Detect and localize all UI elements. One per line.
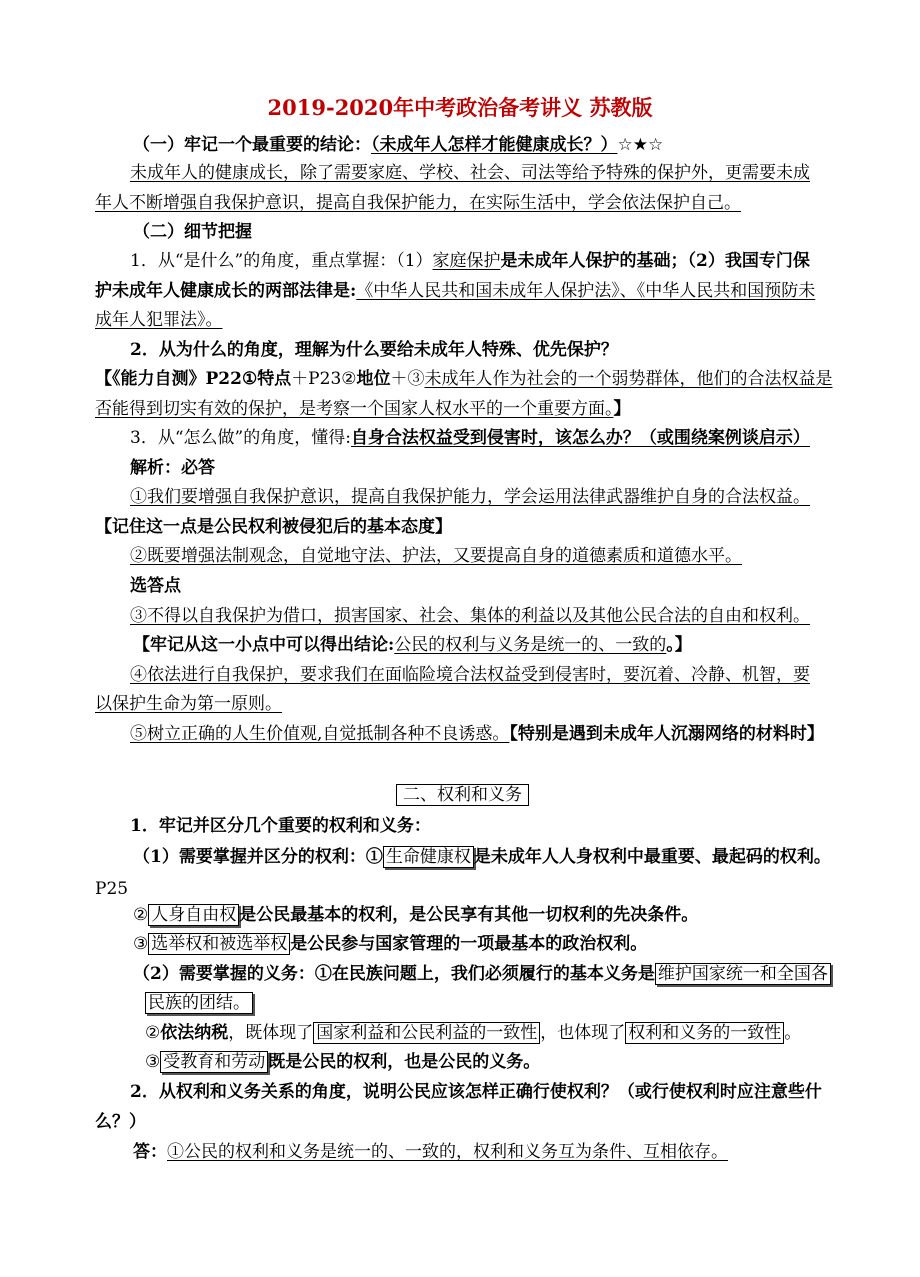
duties-line-3: ③ 受教育和劳动 既是公民的权利，也是公民的义务。 xyxy=(145,1052,541,1072)
point-1-line-3: 成年人犯罪法》。 xyxy=(95,310,223,330)
rights-line-1: （1）需要掌握并区分的权利：① 生命健康权 是未成年人人身权利中最重要、最起码的权利。 xyxy=(133,847,831,867)
conclusion-body-line-2: 年人不断增强自我保护意识，提高自我保护能力，在实际生活中，学会依法保护自己。 xyxy=(95,193,741,213)
answer-1: ①我们要增强自我保护意识，提高自我保护能力，学会运用法律武器维护自身的合法权益。 xyxy=(130,487,810,507)
answer-line: 答：①公民的权利和义务是统一的、一致的，权利和义务互为条件、互相依存。 xyxy=(133,1142,728,1162)
point-2-line-1: 【《能力自测》P22①特点＋P23②地位＋③未成年人作为社会的一个弱势群体，他们的合法权益是 xyxy=(95,369,833,389)
rights-duties-intro: 1．牢记并区分几个重要的权利和义务： xyxy=(130,816,431,836)
answer-1-note: 【记住这一点是公民权利被侵犯后的基本态度】 xyxy=(95,517,452,537)
point-1-line-1: 1．从“是什么”的角度，重点掌握：（1）家庭保护是未成年人保护的基础；（2）我国专门保 xyxy=(130,251,810,271)
point-3-question: 3．从“怎么做”的角度，懂得:自身合法权益受到侵害时，该怎么办？（或围绕案例谈启示） xyxy=(130,428,810,448)
conclusion-body-line-1: 未成年人的健康成长，除了需要家庭、学校、社会、司法等给予特殊的保护外，更需要未成 xyxy=(130,163,810,183)
question-2-line-1: 2．从权利和义务关系的角度，说明公民应该怎样正确行使权利？（或行使权利时应注意些什 xyxy=(130,1082,822,1102)
answer-4-line-1: ④依法进行自我保护，要求我们在面临险境合法权益受到侵害时，要沉着、冷静、机智，要 xyxy=(130,665,810,685)
rights-line-2: ② 人身自由权 是公民最基本的权利，是公民享有其他一切权利的先决条件。 xyxy=(133,905,699,925)
point-2-line-2: 否能得到切实有效的保护，是考察一个国家人权水平的一个重要方面。】 xyxy=(95,399,631,419)
answer-4-line-2: 以保护生命为第一原则。 xyxy=(95,694,282,714)
duties-line-1-cont: 民族的团结。 xyxy=(145,991,253,1015)
answer-3: ③不得以自我保护为借口，损害国家、社会、集体的利益以及其他公民合法的自由和权利。 xyxy=(130,606,810,626)
duties-line-1: （2）需要掌握的义务：①在民族问题上，我们必须履行的基本义务是 维护国家统一和全国各 xyxy=(133,962,831,986)
page-reference: P25 xyxy=(95,879,129,899)
answer-5: ⑤树立正确的人生价值观,自觉抵制各种不良诱惑。【特别是遇到未成年人沉溺网络的材料时】 xyxy=(130,724,824,744)
point-2-question: 2．从为什么的角度，理解为什么要给未成年人特殊、优先保护？ xyxy=(130,340,618,360)
point-1-line-2: 护未成年人健康成长的两部法律是:《中华人民共和国未成年人保护法》、《中华人民共和国预防未 xyxy=(95,281,816,301)
conclusion-heading: （一）牢记一个最重要的结论：（未成年人怎样才能健康成长？）☆★☆ xyxy=(133,135,664,155)
rights-line-3: ③ 选举权和被选举权 是公民参与国家管理的一项最基本的政治权利。 xyxy=(133,934,648,954)
answer-2: ②既要增强法制观念，自觉地守法、护法，又要提高自身的道德素质和道德水平。 xyxy=(130,546,742,566)
analysis-label: 解析：必答 xyxy=(130,458,215,478)
duties-line-2: ②依法纳税，既体现了 国家利益和公民利益的一致性 ，也体现了 权利和义务的一致性 。 xyxy=(145,1023,802,1043)
question-2-line-2: 么？） xyxy=(95,1112,146,1132)
section-rights-duties-heading: 二、权利和义务 xyxy=(396,783,529,807)
answer-3-note: 【牢记从这一小点中可以得出结论:公民的权利与义务是统一的、一致的。】 xyxy=(133,635,692,655)
details-heading: （二）细节把握 xyxy=(133,222,252,242)
optional-label: 选答点 xyxy=(130,576,181,596)
document-title: 2019-2020年中考政治备考讲义 苏教版 xyxy=(267,95,653,120)
